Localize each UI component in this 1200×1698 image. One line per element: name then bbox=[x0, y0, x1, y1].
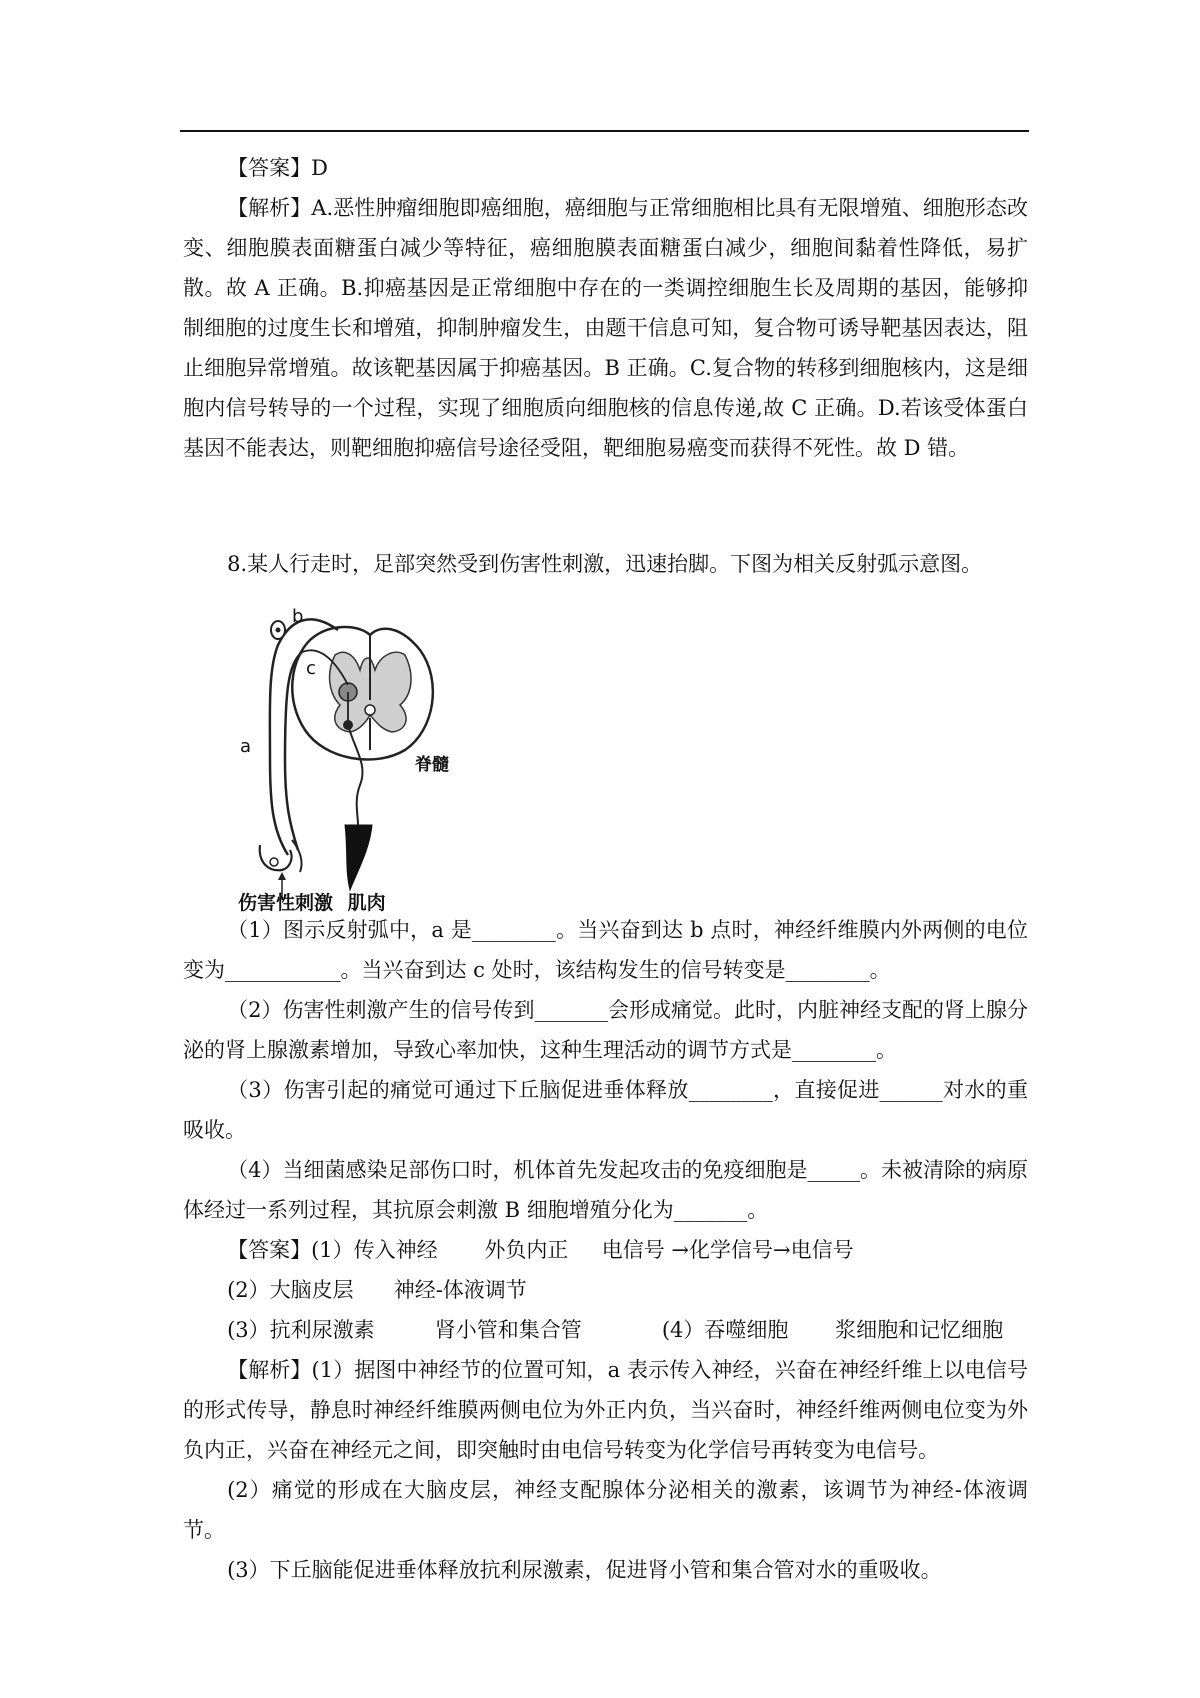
q8-question-4: （4）当细菌感染足部伤口时，机体首先发起攻击的免疫细胞是_____。未被清除的病原体经过一系列过程，其抗原会刺激 B 细胞增殖分化为_______。 bbox=[183, 1158, 1028, 1222]
label-c: c bbox=[306, 658, 316, 679]
spinal-cord-icon bbox=[292, 627, 433, 760]
muscle-icon bbox=[345, 825, 372, 890]
q8-answer-3: (3）抗利尿激素 肾小管和集合管 (4）吞噬细胞 浆细胞和记忆细胞 bbox=[227, 1318, 1004, 1342]
label-a: a bbox=[240, 736, 252, 757]
q8-question-2: （2）伤害性刺激产生的信号传到_______会形成痛觉。此时，内脏神经支配的肾上腺分泌的肾上腺激素增加，导致心率加快，这种生理活动的调节方式是________。 bbox=[183, 998, 1028, 1062]
q8-answer-2: (2）大脑皮层 神经-体液调节 bbox=[227, 1278, 527, 1302]
caption-muscle: 肌肉 bbox=[347, 892, 386, 914]
q7-answer-block bbox=[183, 148, 1028, 468]
q7-answer: 【答案】D bbox=[227, 156, 328, 180]
q8-analysis-3: (3）下丘脑能促进垂体释放抗利尿激素，促进肾小管和集合管对水的重吸收。 bbox=[227, 1558, 942, 1582]
reflex-arc-figure bbox=[230, 600, 510, 900]
q8-analysis-2: (2）痛觉的形成在大脑皮层，神经支配腺体分泌相关的激素，该调节为神经-体液调节。 bbox=[183, 1478, 1028, 1542]
q8-question-3: （3）伤害引起的痛觉可通过下丘脑促进垂体释放________，直接促进______对水的重吸收。 bbox=[183, 1078, 1028, 1142]
label-spinal-cord: 脊髓 bbox=[415, 755, 449, 775]
caption-stimulus: 伤害性刺激 bbox=[238, 892, 334, 914]
q8-stem: 8.某人行走时，足部突然受到伤害性刺激，迅速抬脚。下图为相关反射弧示意图。 bbox=[227, 552, 983, 576]
q8-question-1: （1）图示反射弧中，a 是________。当兴奋到达 b 点时，神经纤维膜内外两侧的电位变为___________。当兴奋到达 c 处时，该结构发生的信号转变是________。 bbox=[183, 918, 1028, 982]
q8-stem-block bbox=[183, 544, 1028, 584]
header-rule bbox=[180, 130, 1029, 132]
efferent-nerve-line bbox=[348, 725, 363, 825]
q8-answer-1: 【答案】(1）传入神经 外负内正 电信号 →化学信号→电信号 bbox=[227, 1238, 854, 1262]
reflex-arc-diagram bbox=[230, 600, 510, 900]
q8-questions-block bbox=[183, 910, 1028, 1590]
afferent-nerve-line bbox=[270, 619, 338, 855]
q8-analysis-1: 【解析】(1）据图中神经节的位置可知，a 表示传入神经，兴奋在神经纤维上以电信号的形式传导，静息时神经纤维膜两侧电位为外正内负，当兴奋时，神经纤维两侧电位变为外负内正，兴奋在神经元之间，即突触时由电信号转变为化学信号再转变为电信号。 bbox=[183, 1358, 1028, 1462]
q7-analysis: 【解析】A.恶性肿瘤细胞即癌细胞，癌细胞与正常细胞相比具有无限增殖、细胞形态改变、细胞膜表面糖蛋白减少等特征，癌细胞膜表面糖蛋白减少，细胞间黏着性降低，易扩散。故 A 正确。B.抑癌基因是正常细胞中存在的一类调控细胞生长及周期的基因，能够抑制细胞的过度生长和增殖，抑制肿瘤发生，由题干信息可知，复合物可诱导靶基因表达，阻止细胞异常增殖。故该靶基因属于抑癌基因。B 正确。C.复合物的转移到细胞核内，这是细胞内信号转导的一个过程，实现了细胞质向细胞核的信息传递,故 C 正确。D.若该受体蛋白基因不能表达，则靶细胞抑癌信号途径受阻，靶细胞易癌变而获得不死性。故 D 错。 bbox=[183, 196, 1028, 460]
label-b: b bbox=[292, 606, 304, 627]
